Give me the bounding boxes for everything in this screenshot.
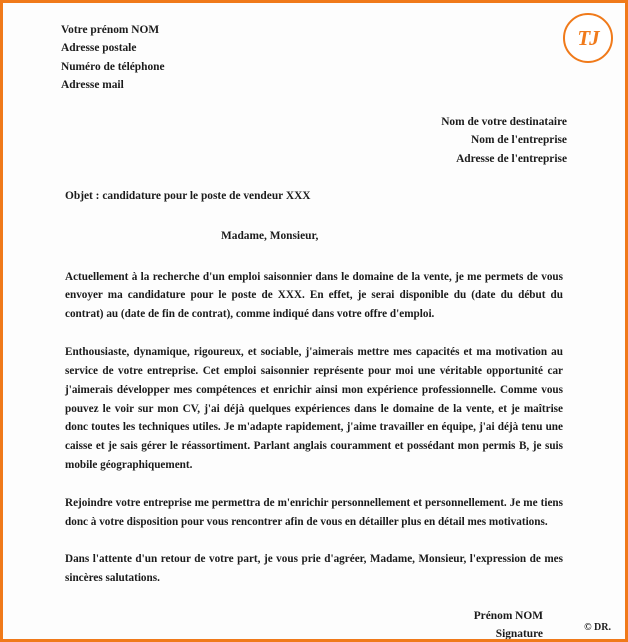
sender-line-phone: Numéro de téléphone [61,60,165,73]
sender-line-address: Adresse postale [61,42,137,55]
subject-line: Objet : candidature pour le poste de vendeur XXX [65,190,311,203]
body-paragraph: Enthousiaste, dynamique, rigoureux, et sociable, j'aimerais mettre mes capacités et ma motivation au service de votre entreprise. Cet emploi saisonnier représente pour moi une véritable opportunité car j'aimerais développer mes compétences et enrichir ainsi mon expérience professionnelle. Comme vous pouvez le voir sur mon CV, j'ai déjà quelques expériences dans le domaine de la vente, et je maîtrise donc toutes les techniques utiles. Je m'adapte rapidement, j'aime travailler en équipe, j'ai déjà tenu une caisse et je sais gérer le réassortiment. Parlant anglais couramment et possédant mon permis B, je suis mobile géographiquement. [65,346,563,471]
recipient-line-name: Nom de votre destinataire [441,115,567,128]
site-logo-text: TJ [577,25,599,50]
site-logo [563,13,613,63]
letter-body [61,268,567,588]
sender-line-name: Votre prénom NOM [61,24,160,36]
credit-label: © DR. [584,622,611,633]
signature-label: Signature [495,628,543,641]
recipient-line-address: Adresse de l'entreprise [456,152,567,165]
body-paragraph: Actuellement à la recherche d'un emploi saisonnier dans le domaine de la vente, je me permets de vous envoyer ma candidature pour le poste de XXX. En effet, je serai disponible du (date du début du contrat) au (date de fin de contrat), comme indiqué dans votre offre d'emploi. [65,270,563,321]
salutation-line: Madame, Monsieur, [221,229,319,242]
recipient-line-company: Nom de l'entreprise [471,134,567,147]
recipient-block [61,113,567,168]
body-paragraph: Dans l'attente d'un retour de votre part, je vous prie d'agréer, Madame, Monsieur, l'expression de mes sincères salutations. [65,553,563,585]
signature-name: Prénom NOM [473,610,543,622]
signature-block [61,607,567,642]
sender-line-email: Adresse mail [61,79,124,92]
letter-sheet [3,3,625,639]
sender-block [61,21,567,95]
body-paragraph: Rejoindre votre entreprise me permettra de m'enrichir personnellement et personnellement. Je me tiens donc à votre disposition pour vous rencontrer afin de vous en détailler plus en détail mes motivations. [65,496,563,528]
